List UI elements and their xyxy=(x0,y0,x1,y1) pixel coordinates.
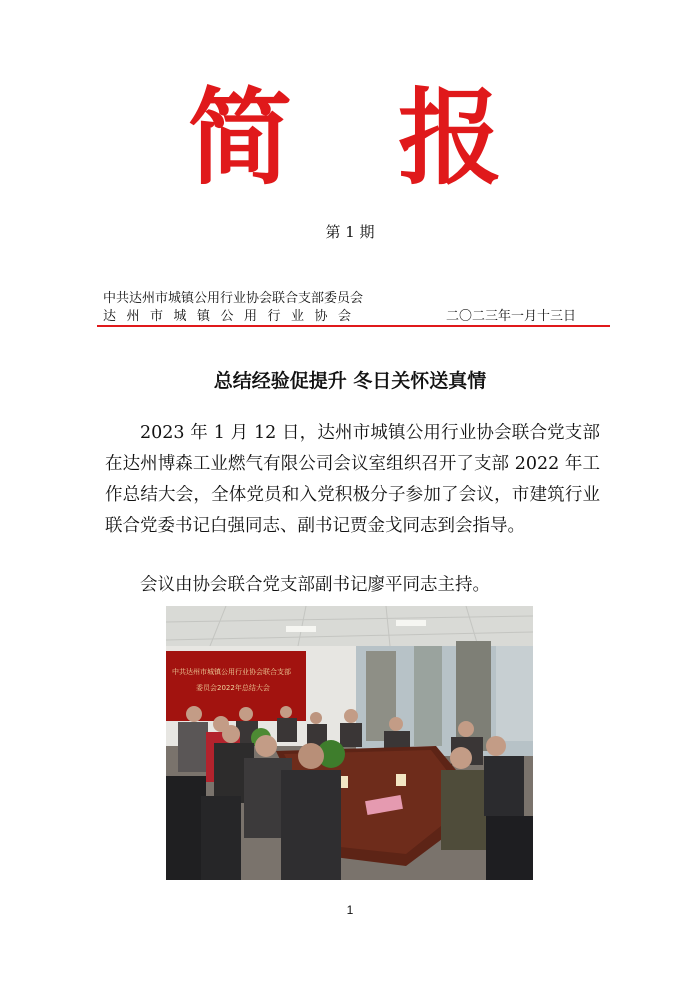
article-headline: 总结经验促提升 冬日关怀送真情 xyxy=(213,370,487,392)
org-party-committee: 中共达州市城镇公用行业协会联合支部委员会 xyxy=(103,291,364,306)
issue-date: 二〇二三年一月十三日 xyxy=(446,309,577,324)
issue-number: 第 1 期 xyxy=(325,223,375,241)
banner-text-2: 委员会2022年总结大会 xyxy=(196,684,270,692)
banner-text-1: 中共达州市城镇公用行业协会联合支部 xyxy=(172,668,291,676)
meeting-photo xyxy=(166,606,533,880)
masthead-char-jian: 简 xyxy=(188,77,293,199)
masthead-char-bao: 报 xyxy=(398,77,503,199)
paragraph-2: 会议由协会联合党支部副书记廖平同志主持。 xyxy=(140,575,490,595)
red-divider xyxy=(97,325,610,327)
paragraph-1: 2023 年 1 月 12 日，达州市城镇公用行业协会联合党支部在达州博森工业燃气有限公司会议室组织召开了支部 2022 年工作总结大会，全体党员和入党积极分子参加了会议，市建筑行业联合党委书记白强同志、副书记贾金戈同志到会指导。 xyxy=(105,423,600,536)
masthead xyxy=(0,78,700,208)
page-number: 1 xyxy=(346,903,354,917)
org-association: 达州市城镇公用行业协会 xyxy=(103,309,362,324)
